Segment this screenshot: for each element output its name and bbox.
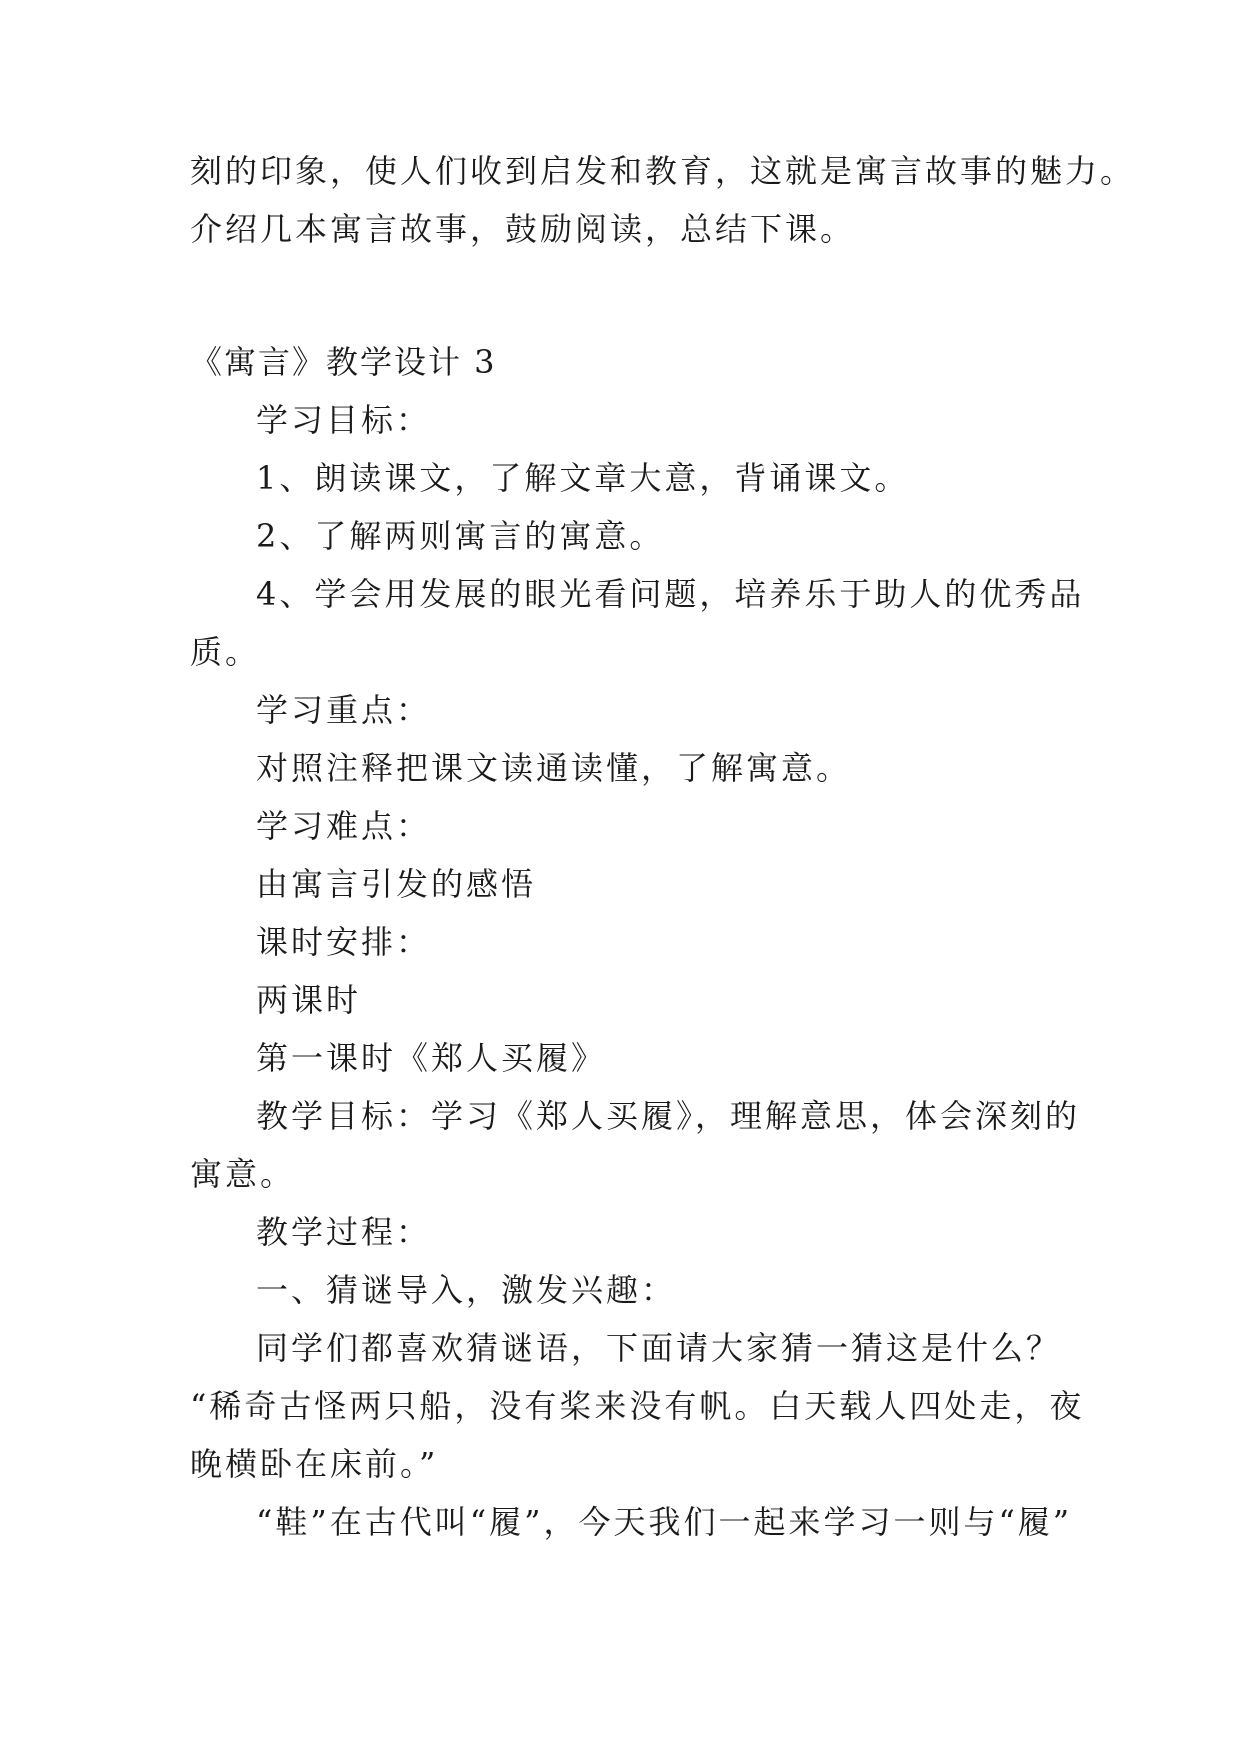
body-line: 学习难点： — [256, 807, 432, 845]
body-line: 寓意。 — [190, 1155, 296, 1193]
intro-line-2: 介绍几本寓言故事，鼓励阅读，总结下课。 — [190, 210, 856, 248]
body-line: 一、猜谜导入，激发兴趣： — [256, 1271, 677, 1309]
body-line: 1、朗读课文，了解文章大意，背诵课文。 — [256, 459, 910, 497]
body-line: 质。 — [190, 633, 261, 671]
body-line: 学习目标： — [256, 401, 432, 439]
intro-line-1: 刻的印象，使人们收到启发和教育，这就是寓言故事的魅力。 — [190, 152, 1136, 190]
body-line: 课时安排： — [256, 923, 432, 961]
body-line: 2、了解两则寓言的寓意。 — [256, 517, 665, 555]
body-line: 教学目标：学习《郑人买履》，理解意思，体会深刻的 — [256, 1097, 1081, 1135]
body-line: 两课时 — [256, 981, 362, 1019]
body-line: “稀奇古怪两只船，没有桨来没有帆。白天载人四处走，夜 — [190, 1387, 1085, 1425]
body-line: 由寓言引发的感悟 — [256, 865, 537, 903]
body-line: 教学过程： — [256, 1213, 432, 1251]
body-line: 第一课时《郑人买履》 — [256, 1039, 607, 1077]
body-line: 对照注释把课文读通读懂，了解寓意。 — [256, 749, 852, 787]
body-line: “鞋”在古代叫“履”，今天我们一起来学习一则与“履” — [256, 1503, 1073, 1541]
body-line: 同学们都喜欢猜谜语，下面请大家猜一猜这是什么？ — [256, 1329, 1062, 1367]
body-line: 4、学会用发展的眼光看问题，培养乐于助人的优秀品 — [256, 575, 1085, 613]
section-title: 《寓言》教学设计 3 — [190, 343, 497, 381]
body-line: 晚横卧在床前。” — [190, 1445, 439, 1483]
body-line: 学习重点： — [256, 691, 432, 729]
